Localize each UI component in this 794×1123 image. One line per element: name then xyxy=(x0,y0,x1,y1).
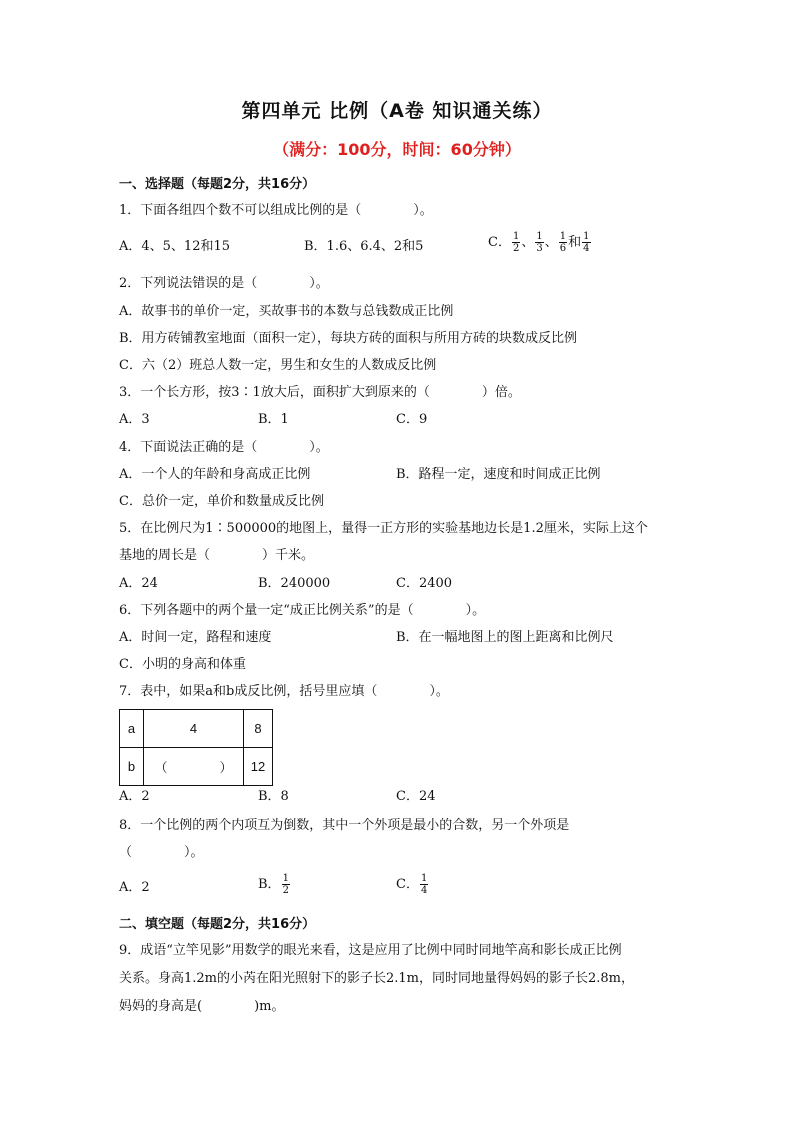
question-8-stem-line-2: （ ）。 xyxy=(119,845,204,860)
fraction xyxy=(582,231,590,254)
answer-blank-cell: （ ） xyxy=(144,748,244,786)
question-3-option-c: C．9 xyxy=(396,412,428,427)
question-4-stem: 4．下面说法正确的是（ ）。 xyxy=(119,440,329,455)
question-9-line-3: 妈妈的身高是( )m。 xyxy=(119,999,285,1014)
question-8-option-a: A．2 xyxy=(119,880,150,895)
numerator: 1 xyxy=(583,231,590,242)
question-4-option-b: B．路程一定，速度和时间成正比例 xyxy=(396,467,601,482)
question-7-option-a: A．2 xyxy=(119,789,150,804)
question-4-option-c: C．总价一定，单价和数量成反比例 xyxy=(119,494,324,509)
question-8-option-b xyxy=(258,873,291,896)
fraction xyxy=(420,873,428,896)
separator: 、 xyxy=(521,235,535,250)
section-heading-choice: 一、选择题（每题2分，共16分） xyxy=(119,177,316,192)
question-6-option-b: B．在一幅地图上的图上距离和比例尺 xyxy=(396,630,614,645)
fraction xyxy=(559,231,567,254)
numerator: 1 xyxy=(512,231,520,242)
question-6-stem: 6．下列各题中的两个量一定“成正比例关系”的是（ ）。 xyxy=(119,603,486,618)
question-2-stem: 2．下列说法错误的是（ ）。 xyxy=(119,276,329,291)
question-1-stem: 1．下面各组四个数不可以组成比例的是（ ）。 xyxy=(119,203,433,218)
question-3-option-b: B．1 xyxy=(258,412,289,427)
question-6-option-a: A．时间一定，路程和速度 xyxy=(119,630,272,645)
section-heading-fill: 二、填空题（每题2分，共16分） xyxy=(119,917,316,932)
separator: 、 xyxy=(544,235,558,250)
numerator: 1 xyxy=(559,231,567,242)
page-title: 第四单元 比例（A卷 知识通关练） xyxy=(241,100,553,122)
denominator: 4 xyxy=(583,243,590,254)
table-cell: 8 xyxy=(244,710,273,748)
question-2-option-c: C．六（2）班总人数一定，男生和女生的人数成反比例 xyxy=(119,358,437,373)
question-3-option-a: A．3 xyxy=(119,412,150,427)
table-row xyxy=(120,710,273,748)
question-8-option-c xyxy=(396,873,429,896)
table-cell: b xyxy=(120,748,144,786)
question-1-option-c xyxy=(488,231,592,254)
table-cell: 12 xyxy=(244,748,273,786)
denominator: 2 xyxy=(512,243,520,254)
question-2-option-a: A．故事书的单价一定，买故事书的本数与总钱数成正比例 xyxy=(119,304,454,319)
fraction xyxy=(535,231,543,254)
table-cell: a xyxy=(120,710,144,748)
question-5-option-a: A．24 xyxy=(119,576,158,591)
question-5-option-b: B．240000 xyxy=(258,576,331,591)
question-1-option-b: B．1.6、6.4、2和5 xyxy=(304,239,424,254)
question-9-line-2: 关系。身高1.2m的小芮在阳光照射下的影子长2.1m，同时同地量得妈妈的影子长2.8m， xyxy=(119,971,635,986)
numerator: 1 xyxy=(536,231,543,242)
question-4-option-a: A．一个人的年龄和身高成正比例 xyxy=(119,467,311,482)
proportion-table xyxy=(119,709,273,786)
exam-info: （满分：100分，时间：60分钟） xyxy=(273,140,521,159)
separator: 和 xyxy=(568,235,582,250)
question-7-option-b: B．8 xyxy=(258,789,289,804)
fraction xyxy=(282,873,290,896)
fraction xyxy=(512,231,520,254)
table-cell: 4 xyxy=(144,710,244,748)
question-6-option-c: C．小明的身高和体重 xyxy=(119,657,246,672)
denominator: 2 xyxy=(282,885,289,896)
option-label: B． xyxy=(258,877,281,892)
question-8-stem-line-1: 8．一个比例的两个内项互为倒数，其中一个外项是最小的合数，另一个外项是 xyxy=(119,818,570,833)
question-9-line-1: 9．成语“立竿见影”用数学的眼光来看，这是应用了比例中同时同地竿高和影长成正比例 xyxy=(119,943,622,958)
question-1-option-a: A．4、5、12和15 xyxy=(119,239,231,254)
table-row xyxy=(120,748,273,786)
denominator: 4 xyxy=(420,885,428,896)
question-7-stem: 7．表中，如果a和b成反比例，括号里应填（ ）。 xyxy=(119,684,449,699)
question-5-stem-line-1: 5．在比例尺为1∶500000的地图上，量得一正方形的实验基地边长是1.2厘米，实际上这个 xyxy=(119,521,648,536)
question-2-option-b: B．用方砖铺教室地面（面积一定），每块方砖的面积与所用方砖的块数成反比例 xyxy=(119,331,578,346)
question-5-option-c: C．2400 xyxy=(396,576,453,591)
denominator: 6 xyxy=(559,243,567,254)
question-5-stem-line-2: 基地的周长是（ ）千米。 xyxy=(119,548,315,563)
question-7-option-c: C．24 xyxy=(396,789,436,804)
fraction-list xyxy=(511,231,592,254)
question-3-stem: 3．一个长方形，按3∶1放大后，面积扩大到原来的（ ）倍。 xyxy=(119,385,521,400)
denominator: 3 xyxy=(536,243,543,254)
option-label: C． xyxy=(396,877,419,892)
numerator: 1 xyxy=(420,873,428,884)
option-label: C． xyxy=(488,235,511,250)
numerator: 1 xyxy=(282,873,289,884)
